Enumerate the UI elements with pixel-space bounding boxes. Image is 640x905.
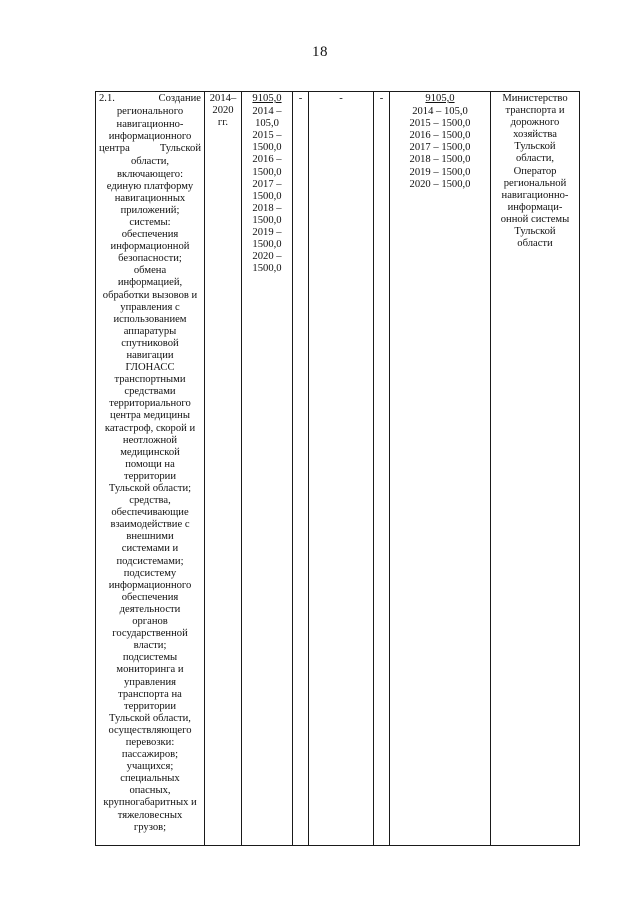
total-funding-cell xyxy=(242,92,293,846)
regional-budget-value: - xyxy=(339,93,343,104)
measure-description-part-1: навигационно- информационного xyxy=(108,119,192,143)
measures-table xyxy=(95,91,580,846)
executor-text: Министерство транспорта и дорожного хозяйства Тульской области, Оператор региональной навигационно- информаци- онной системы Тульской области xyxy=(500,93,570,250)
period-cell xyxy=(205,92,242,846)
extra-budget-amount: 9105,0 xyxy=(425,93,455,104)
municipal-budget-cell xyxy=(374,92,390,846)
measure-description-cell xyxy=(96,92,205,846)
total-funding-amount: 9105,0 xyxy=(252,93,282,104)
measure-description-line-center xyxy=(96,143,204,155)
table-row xyxy=(96,92,580,846)
measure-description-part-2: области, включающего: единую платформу навигационных приложений; системы: обеспечения информационной безопасности; обмена информацией, обработки вызовов и управления с использованием аппаратуры спутниковой навигации ГЛОНАСС транспортными средствами территориального центра медицины катастроф, скорой и неотложной медицинской помощи на территории Тульской области; средства, обеспечивающие взаимодействие с внешними системами и подсистемами; подсистему информационного обеспечения деятельности органов государственной власти; подсистемы мониторинга и управления транспорта на территории Тульской области, осуществляющего перевозки: пассажиров; учащихся; специальных опасных, крупногабаритных и тяжеловесных грузов; xyxy=(102,156,198,833)
extra-budget-breakdown: 2014 – 105,0 2015 – 1500,0 2016 – 1500,0 2017 – 1500,0 2018 – 1500,0 2019 – 1500,0 2020 – 1500,0 xyxy=(409,106,471,190)
municipal-budget-value: - xyxy=(379,93,384,104)
executor-cell xyxy=(491,92,580,846)
federal-budget-value: - xyxy=(298,93,303,104)
measure-number: 2.1. xyxy=(99,93,115,104)
regional-budget-cell xyxy=(309,92,374,846)
page-number: 18 xyxy=(312,44,328,60)
extra-budget-cell xyxy=(390,92,491,846)
measure-title-word: Создание xyxy=(158,93,201,104)
federal-budget-cell xyxy=(293,92,309,846)
measure-description-center-right: Тульской xyxy=(159,143,201,155)
period-text: 2014– 2020 гг. xyxy=(209,93,237,129)
measure-description-line-2: регионального xyxy=(116,106,184,118)
measure-heading xyxy=(96,92,204,105)
measure-description-center-left: центра xyxy=(99,143,130,155)
total-funding-breakdown: 2014 – 105,0 2015 – 1500,0 2016 – 1500,0 2017 – 1500,0 2018 – 1500,0 2019 – 1500,0 2020 – 1500,0 xyxy=(252,106,282,275)
